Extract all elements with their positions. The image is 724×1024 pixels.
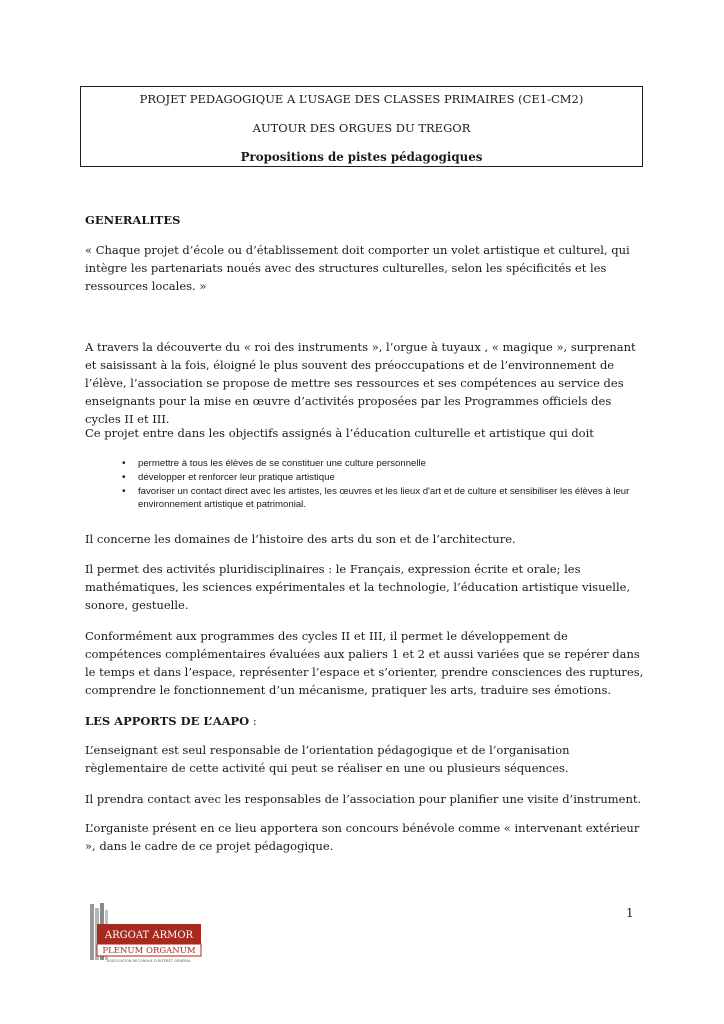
activities-paragraph: Il permet des activités pluridisciplinaires : le Français, expression écrite et orale; les mathématiques, les sciences expérimentales et la technologie, l’éducation artistique visuelle, sonore, gestuelle. <box>85 562 631 612</box>
association-logo <box>86 902 208 964</box>
project-title: PROJET PEDAGOGIQUE A L’USAGE DES CLASSES PRIMAIRES (CE1-CM2) <box>139 92 584 106</box>
organist-paragraph: L’organiste présent en ce lieu apportera son concours bénévole comme « intervenant extérieur », dans le cadre de ce projet pédagogique. <box>85 821 640 853</box>
intro-paragraph: A travers la découverte du « roi des instruments », l’orgue à tuyaux , « magique », surprenant et saisissant à la fois, éloigné le plus souvent des préoccupations et de l’environnement de l’élève, l’association se propose de mettre ses ressources et ses compétences au service des enseignants pour la mise en œuvre d’activités proposées par les Programmes officiels des cycles II et III. <box>85 340 636 426</box>
quote-paragraph: « Chaque projet d’école ou d’établissement doit comporter un volet artistique et culturel, qui intègre les partenariats noués avec des structures culturelles, selon les spécificités et les ressources locales. » <box>85 243 630 293</box>
contact-paragraph: Il prendra contact avec les responsables de l’association pour planifier une visite d’instrument. <box>85 792 642 806</box>
list-item: • permettre à tous les élèves de se constituer une culture personnelle <box>122 458 426 469</box>
objectives-paragraph: Ce projet entre dans les objectifs assignés à l’éducation culturelle et artistique qui doit <box>85 426 594 440</box>
svg-text:ARGOAT ARMOR: ARGOAT ARMOR <box>104 930 194 941</box>
title-box <box>80 86 643 167</box>
objectives-list <box>120 457 645 512</box>
bullet-icon: • <box>122 458 126 469</box>
list-item: • favoriser un contact direct avec les artistes, les œuvres et les lieux d'art et de culture et sensibiliser les élèves à leur environnement artistique et patrimonial. <box>122 486 630 510</box>
svg-text:PLENUM ORGANUM: PLENUM ORGANUM <box>102 946 196 956</box>
page-number: 1 <box>626 906 634 920</box>
project-heading: Propositions de pistes pédagogiques <box>240 150 483 164</box>
generalites-heading: GENERALITES <box>85 213 181 227</box>
svg-text:ASSOCIATION RECONNUE D'INTÉRÊT: ASSOCIATION RECONNUE D'INTÉRÊT GÉNÉRAL <box>107 959 191 963</box>
teacher-paragraph: L’enseignant est seul responsable de l’orientation pédagogique et de l’organisation règlementaire de cette activité qui peut se réaliser en une ou plusieurs séquences. <box>85 743 570 775</box>
bullet-icon: • <box>122 472 126 483</box>
project-subtitle: AUTOUR DES ORGUES DU TREGOR <box>252 121 471 135</box>
apports-heading: LES APPORTS DE L’AAPO : <box>85 714 257 728</box>
list-item: • développer et renforcer leur pratique artistique <box>122 472 335 483</box>
competences-paragraph: Conformément aux programmes des cycles II et III, il permet le développement de compétences complémentaires évaluées aux paliers 1 et 2 et aussi variées que se repérer dans le temps et dans l’espace, représenter l’espace et s’orienter, prendre consciences des ruptures, comprendre le fonctionnement d’un mécanisme, pratiquer les arts, traduire ses émotions. <box>85 629 644 697</box>
domains-paragraph: Il concerne les domaines de l’histoire des arts du son et de l’architecture. <box>85 532 516 546</box>
bullet-icon: • <box>122 486 126 497</box>
